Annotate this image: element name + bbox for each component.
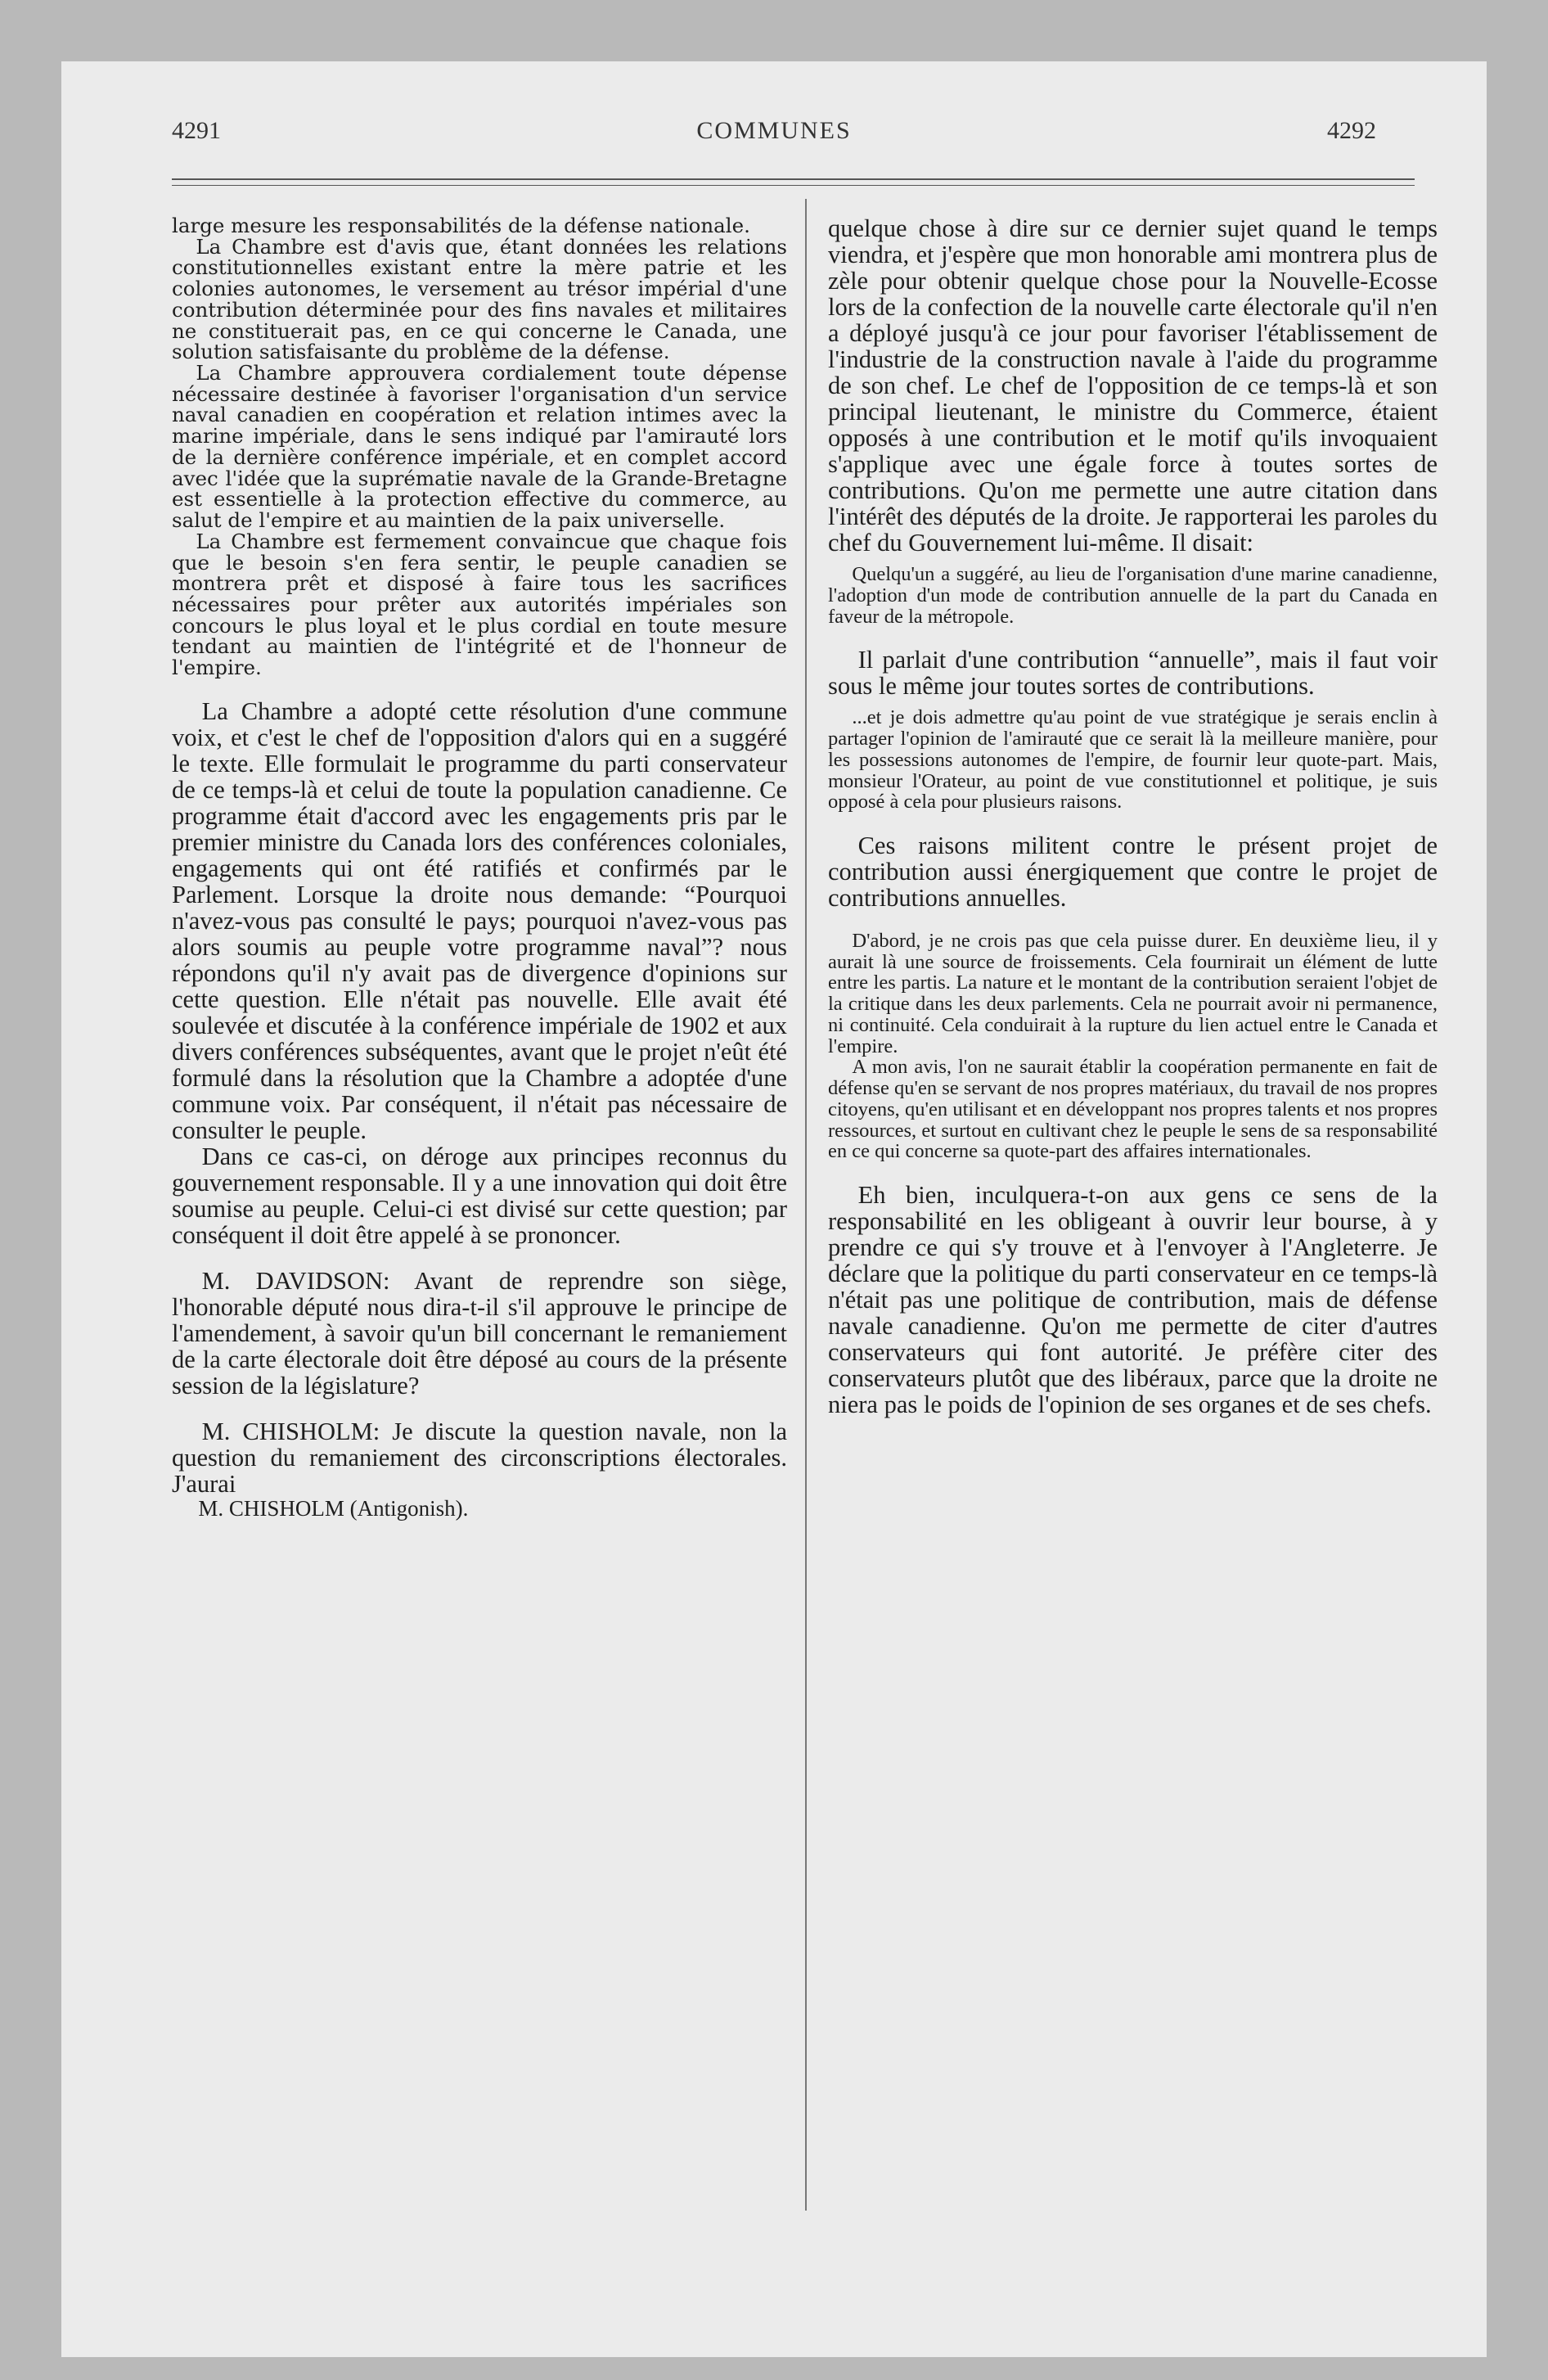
- page-number-right: 4292: [1327, 117, 1376, 144]
- paragraph: Dans ce cas-ci, on déroge aux principes reconnus du gouvernement responsable. Il y a une innovation qui doit être soumise au peuple. Celui-ci est divisé sur cette question; par conséquent il doit être appelé à se prononcer.: [172, 1143, 787, 1250]
- speaker-paragraph: M. CHISHOLM: Je discute la question navale, non la question du remaniement des circonscriptions électorales. J'aurai: [172, 1418, 787, 1499]
- header-rule: [172, 178, 1415, 180]
- document-page: [61, 61, 1487, 2357]
- quotation: ...et je dois admettre qu'au point de vue stratégique je serais enclin à partager l'opinion de l'amirauté que ce serait là la meilleure manière, pour les possessions autonomes de l'empire, de fournir leur quote-part. Mais, monsieur l'Orateur, au point de vue constitutionnel et politique, je suis opposé à cela pour plusieurs raisons.: [828, 706, 1438, 814]
- speaker-attribution: M. CHISHOLM (Antigonish).: [198, 1496, 469, 1521]
- quotation: D'abord, je ne crois pas que cela puisse durer. En deuxième lieu, il y aurait là une source de froissements. Cela fournirait un élément de lutte entre les partis. La nature et le montant de la contribution seraient l'objet de la critique dans les deux parlements. Cela ne pourrait avoir ni permanence, ni continuité. Cela conduirait à la rupture du lien actuel entre le Canada et l'empire.: [828, 930, 1438, 1057]
- resolution-paragraph: La Chambre approuvera cordialement toute dépense nécessaire destinée à favoriser l'organisation d'un service naval canadien en coopération et relation intimes avec la marine impériale, dans le sens indiqué par l'amirauté lors de la dernière conférence impériale, et en complet accord avec l'idée que la suprématie navale de la Grande-Bretagne est essentielle à la protection effective du commerce, au salut de l'empire et au maintien de la paix universelle.: [172, 361, 787, 533]
- running-title: COMMUNES: [696, 117, 852, 144]
- quotation: A mon avis, l'on ne saurait établir la coopération permanente en fait de défense qu'en se servant de nos propres matériaux, du travail de nos propres citoyens, qu'en utilisant et en développant nos propres talents et nos propres ressources, et surtout en cultivant chez le peuple le sens de sa responsabilité en ce qui concerne sa quote-part des affaires internationales.: [828, 1056, 1438, 1163]
- right-column: [828, 215, 1438, 1418]
- paragraph: La Chambre a adopté cette résolution d'une commune voix, et c'est le chef de l'opposition d'alors qui en a suggéré le texte. Elle formulait le programme du parti conservateur de ce temps-là et celui de toute la population canadienne. Ce programme était d'accord avec les engagements pris par le premier ministre du Canada lors des conférences coloniales, engagements qui ont été ratifiés et confirmés par le Parlement. Lorsque la droite nous demande: “Pourquoi n'avez-vous pas consulté le pays; pourquoi n'avez-vous pas alors soumis au peuple votre programme naval”? nous répondons qu'il n'y avait pas de divergence d'opinions sur cette question. Elle n'était pas nouvelle. Elle avait été soulevée et discutée à la conférence impériale de 1902 et aux divers conférences subséquentes, avant que le projet n'eût été formulé dans la résolution que la Chambre a adoptée d'une commune voix. Par conséquent, il n'était pas nécessaire de consulter le peuple.: [172, 696, 787, 1145]
- resolution-paragraph: La Chambre est d'avis que, étant données les relations constitutionnelles existant entre la mère patrie et les colonies autonomes, le versement au trésor impérial d'une contribution déterminée pour des fins navales et militaires ne constituerait pas, en ce qui concerne le Canada, une solution satisfaisante du problème de la défense.: [172, 234, 787, 364]
- paragraph: Il parlait d'une contribution “annuelle”, mais il faut voir sous le même jour toutes sortes de contributions.: [828, 646, 1438, 701]
- page-number-left: 4291: [172, 117, 221, 144]
- paragraph: Eh bien, inculquera-t-on aux gens ce sens de la responsabilité en les obligeant à ouvrir leur bourse, à y prendre ce qui s'y trouve et à l'envoyer à l'Angleterre. Je déclare que la politique du parti conservateur en ce temps-là n'était pas une politique de contribution, mais de défense navale canadienne. Qu'on me permette de citer d'autres conservateurs qui font autorité. Je préfère citer des conservateurs plutôt que des libéraux, parce que la droite ne niera pas le poids de l'opinion de ses organes et de ses chefs.: [828, 1180, 1438, 1419]
- header-rule-thin: [172, 185, 1415, 186]
- paragraph: Ces raisons militent contre le présent projet de contribution aussi énergiquement que contre le projet de contributions annuelles.: [828, 831, 1438, 913]
- paragraph: large mesure les responsabilités de la défense nationale.: [172, 214, 750, 237]
- speaker-paragraph: M. DAVIDSON: Avant de reprendre son siège, l'honorable député nous dira-t-il s'il approuve le principe de l'amendement, à savoir qu'un bill concernant le remaniement de la carte électorale doit être déposé au cours de la présente session de la législature?: [172, 1267, 787, 1400]
- column-divider: [805, 199, 807, 2211]
- quotation: Quelqu'un a suggéré, au lieu de l'organisation d'une marine canadienne, l'adoption d'un mode de contribution annuelle de la part du Canada en faveur de la métropole.: [828, 563, 1438, 628]
- resolution-paragraph: La Chambre est fermement convaincue que chaque fois que le besoin s'en fera sentir, le peuple canadien se montrera prêt et disposé à faire tous les sacrifices nécessaires pour prêter aux autorités impériales son concours le plus loyal et le plus cordial en toute mesure tendant au maintien de l'intégrité et de l'honneur de l'empire.: [172, 529, 787, 680]
- left-column: [172, 215, 787, 1521]
- paragraph: quelque chose à dire sur ce dernier sujet quand le temps viendra, et j'espère que mon honorable ami montrera plus de zèle pour obtenir quelque chose pour la Nouvelle-Ecosse lors de la confection de la nouvelle carte électorale qu'il n'en a déployé jusqu'à ce jour pour favoriser l'établissement de l'industrie de la construction navale à l'aide du programme de son chef. Le chef de l'opposition de ce temps-là et son principal lieutenant, le ministre du Commerce, étaient opposés à une contribution et le motif qu'ils invoquaient s'applique avec une égale force à toutes sortes de contributions. Qu'on me permette une autre citation dans l'intérêt des députés de la droite. Je rapporterai les paroles du chef du Gouvernement lui-même. Il disait:: [828, 214, 1438, 557]
- page-header: [172, 117, 1376, 153]
